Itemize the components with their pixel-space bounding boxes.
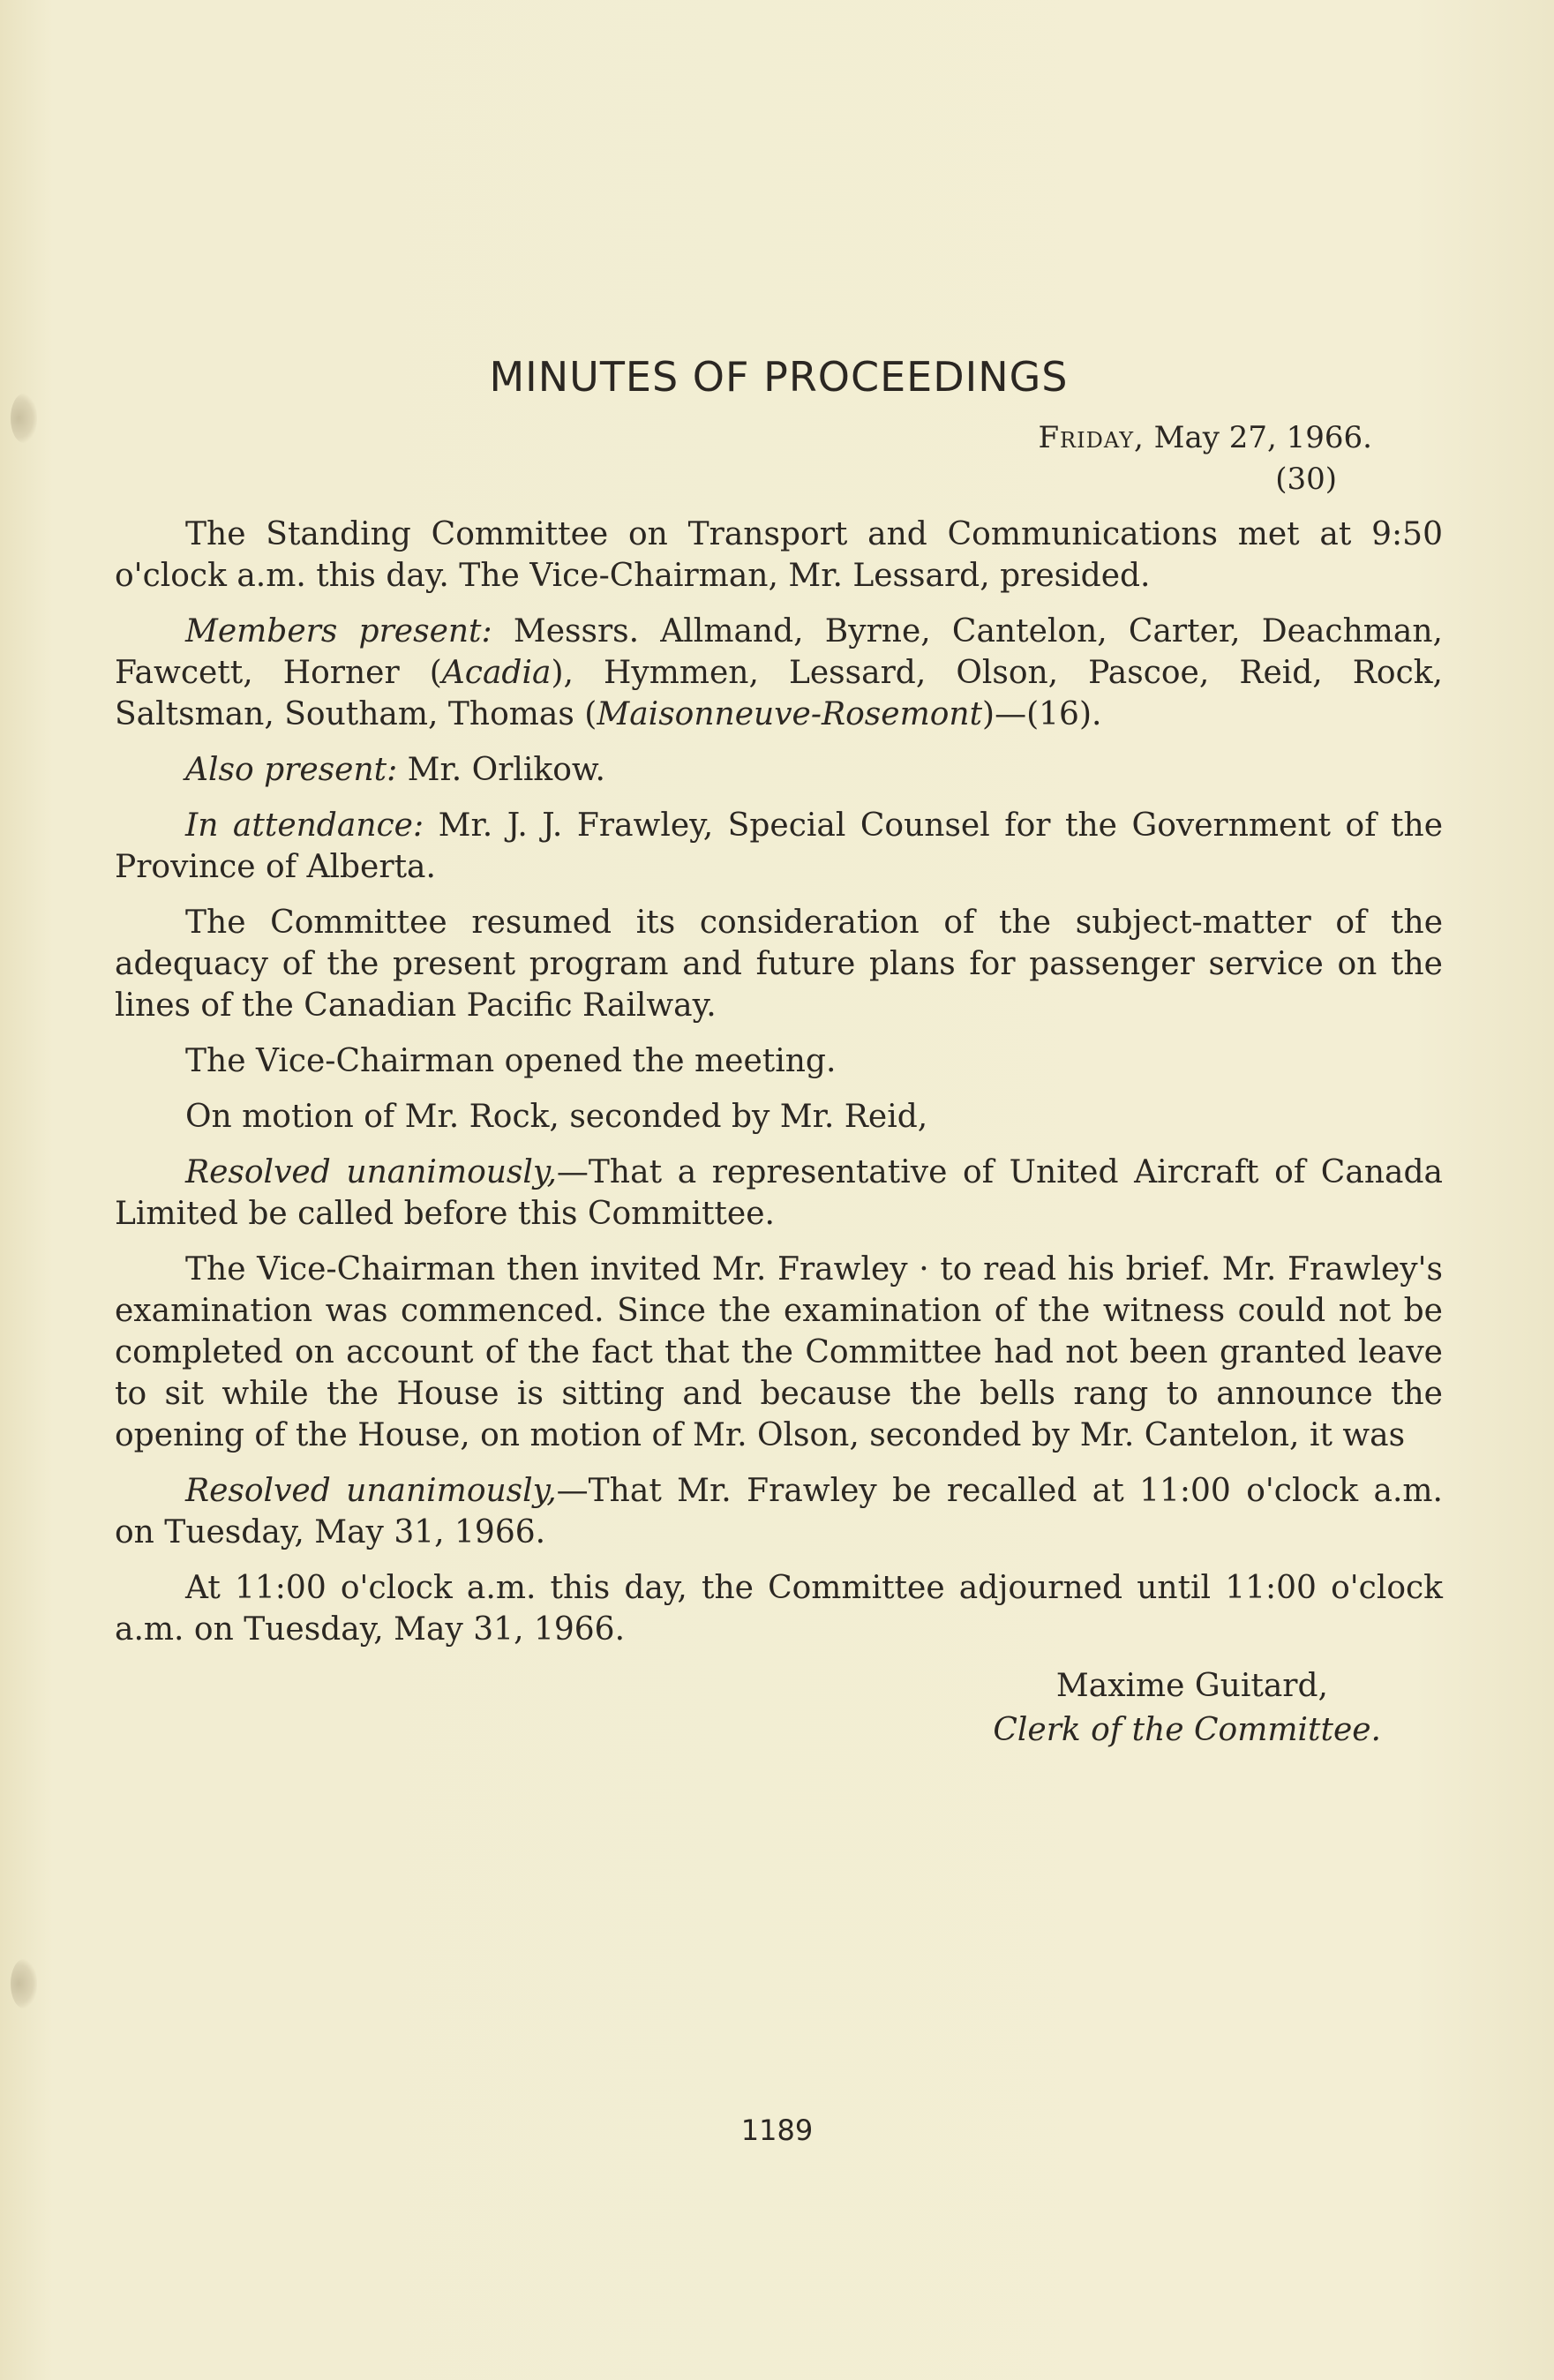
attendance-text: Mr. J. J. Frawley, Special Counsel for the Government of the Province of Alberta. [115, 807, 1444, 885]
resolved-label-1: Resolved unanimously, [185, 1154, 557, 1190]
members-text-1: Messrs. Allmand, Byrne, Cantelon, Carter, Deachman, Fawcett, Horner ( [115, 613, 1443, 691]
members-text-2: ), Hymmen, Lessard, Olson, Pascoe, Reid, Rock, Saltsman, Southam, Thomas ( [115, 655, 1443, 732]
page-title: MINUTES OF PROCEEDINGS [489, 353, 1069, 401]
paragraph-attendance [115, 805, 1443, 888]
sitting-number: (30) [1275, 462, 1337, 497]
members-maisonneuve: Maisonneuve-Rosemont [597, 696, 983, 732]
paragraph-brief: The Vice-Chairman then invited Mr. Frawley · to read his brief. Mr. Frawley's examination was commenced. Since the examination of the witness could not be completed on account of the fact that the Committee had not been granted leave to sit while the House is sitting and because the bells rang to announce the opening of the House, on motion of Mr. Olson, seconded by Mr. Cantelon, it was [115, 1251, 1443, 1453]
paragraph-opening: The Standing Committee on Transport and Communications met at 9:50 o'clock a.m. this day. The Vice-Chairman, Mr. Lessard, presided. [115, 516, 1443, 594]
paragraph-motion: On motion of Mr. Rock, seconded by Mr. Reid, [185, 1099, 928, 1135]
resolved-label-2: Resolved unanimously, [185, 1473, 557, 1509]
also-label: Also present: [185, 752, 398, 788]
page-number: 1189 [740, 2113, 814, 2147]
attendance-label: In attendance: [185, 807, 424, 844]
binding-hole [11, 1959, 37, 2008]
paragraph-members [115, 611, 1443, 735]
meeting-date [115, 417, 1443, 459]
signature-name: Maxime Guitard, [1055, 1668, 1328, 1704]
members-label: Members present: [185, 613, 492, 649]
paragraph-resolved-2 [115, 1470, 1443, 1553]
paragraph-also-present [115, 749, 1443, 791]
minutes-content [115, 353, 1443, 1753]
signature-title: Clerk of the Committee. [993, 1712, 1381, 1748]
resolved-text-2: —That Mr. Frawley be recalled at 11:00 o'clock a.m. on Tuesday, May 31, 1966. [115, 1473, 1443, 1550]
date-rest: May 27, 1966. [1153, 420, 1372, 455]
paragraph-adjourned: At 11:00 o'clock a.m. this day, the Committee adjourned until 11:00 o'clock a.m. on Tuesday, May 31, 1966. [115, 1570, 1443, 1648]
members-text-3: )—(16). [982, 696, 1102, 732]
binding-hole [11, 394, 37, 443]
paragraph-resolved-1 [115, 1152, 1443, 1235]
date-day: Friday, [1038, 420, 1145, 455]
paragraph-opened: The Vice-Chairman opened the meeting. [185, 1043, 837, 1079]
resolved-text-1: —That a representative of United Aircraft of Canada Limited be called before this Committee. [115, 1154, 1443, 1232]
also-text: Mr. Orlikow. [397, 752, 605, 788]
paragraph-subject: The Committee resumed its consideration of the subject-matter of the adequacy of the present program and future plans for passenger service on the lines of the Canadian Pacific Railway. [115, 905, 1443, 1024]
members-acadia: Acadia [441, 655, 552, 691]
